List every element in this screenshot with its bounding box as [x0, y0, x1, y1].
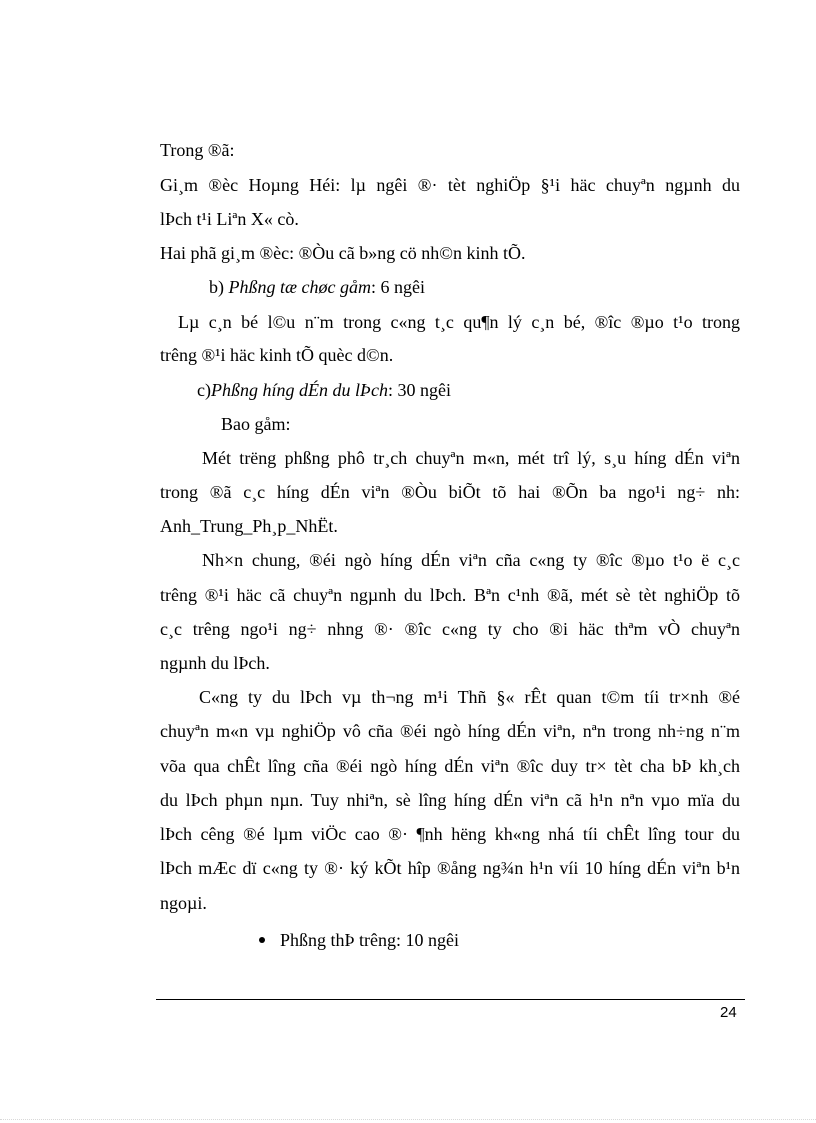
paragraph-line: ngµnh du lÞch. — [160, 653, 270, 673]
page-edge-divider — [0, 1119, 816, 1120]
paragraph-line: trêng ®¹i häc kinh tÕ quèc d©n. — [160, 345, 394, 365]
paragraph-line: Mét trëng phßng phô tr¸ch chuyªn m«n, mét trî lý, s¸u híng dÉn viªn — [202, 448, 740, 468]
page-number: 24 — [720, 1004, 737, 1021]
paragraph-line: trong ®ã c¸c híng dÉn viªn ®Òu biÕt tõ hai ®Õn ba ngo¹i ng÷ nh: — [160, 482, 740, 502]
alternate-line — [0, 0, 1, 1]
paragraph-line: trêng ®¹i häc cã chuyªn ngµnh du lÞch. Bªn c¹nh ®ã, mét sè tèt nghiÖp tõ — [160, 585, 740, 605]
paragraph-line: lÞch mÆc dï c«ng ty ®· ký kÕt hîp ®ång ng¾n h¹n víi 10 híng dÉn viªn b¹n — [160, 858, 740, 878]
paragraph-line: Nh×n chung, ®éi ngò híng dÉn viªn cña c«ng ty ®îc ®µo t¹o ë c¸c — [202, 550, 740, 570]
paragraph-line: lÞch cêng ®é lµm viÖc cao ®· ¶nh hëng kh«ng nhá tíi chÊt lîng tour du — [160, 824, 740, 844]
paragraph-line: Anh_Trung_Ph¸p_NhËt. — [160, 516, 338, 536]
paragraph-line: Gi¸m ®èc Hoµng Héi: lµ ngêi ®· tèt nghiÖp §¹i häc chuyªn ngµnh du — [160, 175, 740, 195]
paragraph-line: c¸c trêng ngo¹i ng÷ nhng ®· ®îc c«ng ty cho ®i häc thªm vÒ chuyªn — [160, 619, 740, 639]
paragraph-line: C«ng ty du lÞch vµ th¬ng m¹i Thñ §« rÊt quan t©m tíi tr×nh ®é — [199, 687, 740, 707]
heading-prefix: b) — [209, 277, 229, 297]
paragraph-line: Trong ®ã: — [160, 140, 235, 160]
paragraph-line: chuyªn m«n vµ nghiÖp vô cña ®éi ngò híng dÉn viªn, nªn trong nh÷ng n¨m — [160, 721, 740, 741]
paragraph-line: Bao gåm: — [221, 414, 291, 434]
heading-title: Phßng tæ chøc gåm — [228, 277, 371, 297]
paragraph-line: Lµ c¸n bé l©u n¨m trong c«ng t¸c qu¶n lý c¸n bé, ®îc ®µo t¹o trong — [178, 312, 740, 332]
heading-title: Phßng híng dÉn du lÞch — [210, 380, 388, 400]
heading-count: : 30 ngêi — [387, 380, 451, 400]
paragraph-line: Hai phã gi¸m ®èc: ®Òu cã b»ng cö nh©n kinh tÕ. — [160, 243, 526, 263]
paragraph-line: võa qua chÊt lîng cña ®éi ngò híng dÉn viªn ®îc duy tr× tèt cha bÞ kh¸ch — [160, 756, 740, 776]
heading-count: : 6 ngêi — [370, 277, 425, 297]
paragraph-line: du lÞch phµn nµn. Tuy nhiªn, sè lîng híng dÉn viªn cã h¹n nªn vµo mïa du — [160, 790, 740, 810]
heading-prefix: c) — [197, 380, 211, 400]
bullet-icon — [259, 937, 265, 943]
paragraph-line: ngoµi. — [160, 893, 207, 913]
section-heading-b — [209, 276, 425, 298]
bullet-item: Phßng thÞ trêng: 10 ngêi — [280, 930, 459, 950]
footer-divider — [156, 999, 745, 1000]
paragraph-line: lÞch t¹i Liªn X« cò. — [160, 209, 299, 229]
section-heading-c — [197, 379, 451, 401]
